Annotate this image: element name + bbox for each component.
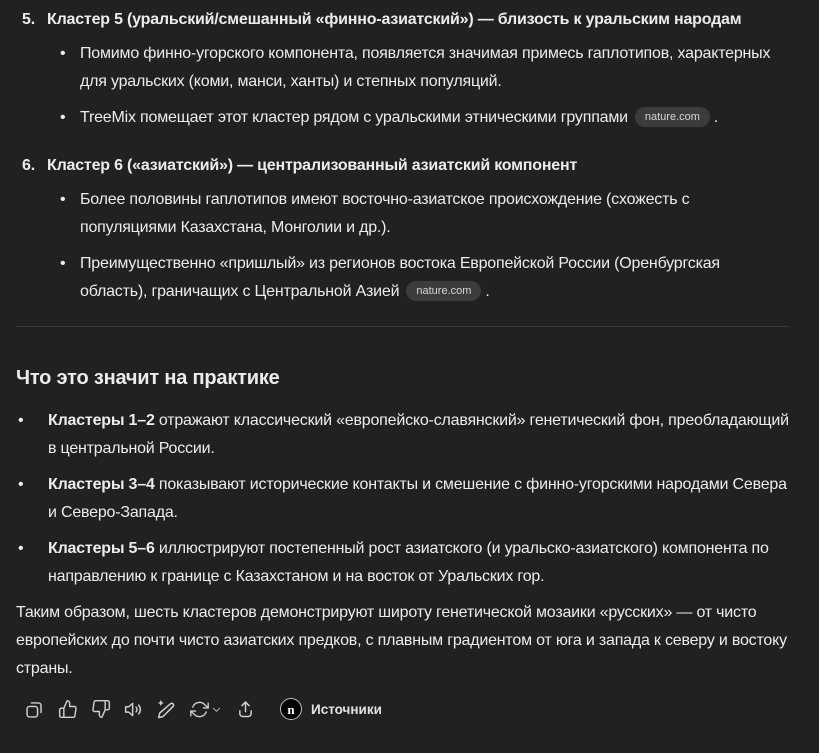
list-item (16, 471, 789, 527)
sources-label: Источники (311, 701, 382, 717)
list-item (47, 250, 789, 306)
bullet-bold-lead: Кластеры 1–2 (48, 412, 155, 429)
copy-button[interactable] (18, 693, 51, 725)
read-aloud-button[interactable] (117, 693, 150, 725)
item-number: 6. (22, 157, 35, 174)
sub-bullet-list (47, 186, 789, 306)
citation-pill-nature[interactable]: nature.com (406, 281, 481, 301)
copy-icon (24, 699, 45, 720)
section-divider (16, 326, 789, 327)
edit-button[interactable] (150, 693, 183, 725)
regenerate-icon (190, 700, 209, 719)
chevron-down-icon (211, 704, 222, 715)
bullet-text: Помимо финно-угорского компонента, появляется значимая примесь гаплотипов, характерных для уральских (коми, манси, ханты) и степных популяций. (80, 45, 771, 90)
bullet-bold-lead: Кластеры 5–6 (48, 540, 155, 557)
bullet-text: показывают исторические контакты и смешение с финно-угорскими народами Севера и Северо-Запада. (48, 476, 787, 521)
list-item (16, 535, 789, 591)
bullet-text: Преимущественно «пришлый» из регионов востока Европейской России (Оренбургская область), граничащих с Центральной Азией (80, 255, 720, 300)
numbered-item-5 (16, 6, 789, 140)
item-title: Кластер 6 («азиатский») — централизованный азиатский компонент (47, 157, 578, 174)
bullet-text: TreeMix помещает этот кластер рядом с уральскими этническими группами (80, 109, 628, 126)
bullet-text: иллюстрируют постепенный рост азиатского (и уральско-азиатского) компонента по направлению к границе с Казахстаном и на восток от Уральских гор. (48, 540, 769, 585)
bullet-bold-lead: Кластеры 3–4 (48, 476, 155, 493)
list-item (16, 407, 789, 463)
read-aloud-icon (123, 699, 144, 720)
thumbs-up-button[interactable] (51, 693, 84, 725)
nature-favicon: n (280, 698, 302, 720)
citation-pill-nature[interactable]: nature.com (635, 107, 710, 127)
bullet-suffix: . (713, 109, 719, 126)
thumbs-down-button[interactable] (84, 693, 117, 725)
bullet-text: Более половины гаплотипов имеют восточно-азиатское происхождение (схожесть с популяциями Казахстана, Монголии и др.). (80, 191, 690, 236)
thumbs-up-icon (58, 699, 78, 719)
bullet-text: отражают классический «европейско-славянский» генетический фон, преобладающий в центральной России. (48, 412, 789, 457)
closing-paragraph: Таким образом, шесть кластеров демонстрируют широту генетической мозаики «русских» — от чисто европейских до почти чисто азиатских предков, с плавным градиентом от юга и запада к северу и востоку страны. (16, 604, 787, 677)
sub-bullet-list (47, 40, 789, 132)
item-number: 5. (22, 11, 35, 28)
numbered-item-6 (16, 152, 789, 314)
sources-button[interactable] (272, 694, 390, 724)
list-item (47, 40, 789, 96)
share-icon (235, 699, 256, 720)
edit-icon (156, 699, 177, 720)
section-heading: Что это значит на практике (16, 367, 280, 389)
list-item (47, 186, 789, 242)
item-title: Кластер 5 (уральский/смешанный «финно-азиатский») — близость к уральским народам (47, 11, 742, 28)
practice-bullet-list (16, 407, 789, 591)
thumbs-down-icon (91, 699, 111, 719)
bullet-suffix: . (485, 283, 490, 300)
list-item (47, 104, 789, 132)
share-button[interactable] (229, 693, 262, 725)
regenerate-button[interactable] (183, 693, 229, 725)
message-toolbar (18, 693, 789, 725)
